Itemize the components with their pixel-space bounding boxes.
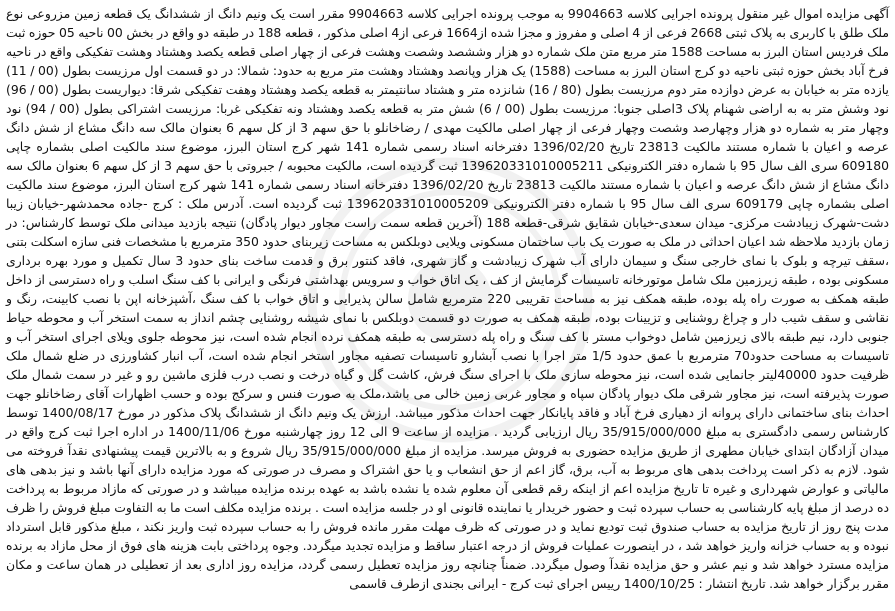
auction-notice-text: آگهی مزایده اموال غیر منقول پرونده اجرایی کلاسه 9904663 به موجب پرونده اجرایی کلاسه 9904663 مقرر است یک ونیم دانگ از ششدانگ یک قطعه زمین مزروعی نوع ملک طلق با کاربری به پلاک ثبتی 2668 فرعی از 4 اصلی و مفروز و مجزا شده از1664 فرعی از4 اصلی مذکور ، قطعه 188 در طبقه دو واقع در بخش 00 ناحیه 05 حوزه ثبت ملک فردیس استان البرز به مساحت 1588 متر مربع متن ملک شماره دو هزار وششصد وشصت وهشت فرعی از چهار اصلی قطعه یکصد وهشتاد وهشت تفکیکی واقع در ناحیه فرخ آباد بخش حوزه ثبتی ناحیه دو کرج استان البرز به مساحت (1588) یک هزار وپانصد وهشتاد وهشت متر مربع به حدود: شمالا: در دو قسمت اول مرزیست بطول (00 / 11) یازده متر به خیابان به عرض دوازده متر دوم مرزیست بطول (80 / 16) شانزده متر و هشتاد سانتیمتر به قطعه یکصد وهشتاد وهفت تفکیکی شرقا: دیواریست بطول (00 / 96) نود وشش متر به به اراضی شهنام پلاک 3اصلی جنوبا: مرزیست بطول (00 / 6) شش متر به قطعه یکصد وهشتاد ونه تفکیکی غربا: مرزیست اشتراکی بطول (00 / 94) نود وچهار متر به شماره دو هزار وچهارصد وشصت وچهار فرعی از چهار اصلی مالکیت مهدی / رضاخانلو با حق سهم 3 از کل سهم 6 بعنوان مالک سه دانگ مشاع از شش دانگ عرصه و اعیان با شماره مستند مالکیت 23813 تاریخ 1396/02/20 دفترخانه اسناد رسمی شماره 141 شهر کرج استان البرز، موضوع سند مالکیت اصلی بشماره چاپی 609180 سری الف سال 95 با شماره دفتر الکترونیکی 139620331010005211 ثبت گردیده است، مالکیت محبوبه / جبروتی با حق سهم 3 از کل سهم 6 بعنوان مالک سه دانگ مشاع از شش دانگ عرصه و اعیان با شماره مستند مالکیت 23813 تاریخ 1396/02/20 دفترخانه اسناد رسمی شماره 141 شهر کرج استان البرز، موضوع سند مالکیت اصلی بشماره چاپی 609179 سری الف سال 95 با شماره دفتر الکترونیکی 139620331010005209 ثبت گردیده است. آدرس ملک : کرج -جاده محمدشهر-خیابان زیبا دشت-شهرک زیبادشت مرکزی- میدان سعدی-خیابان شقایق شرقی-قطعه 188 (آخرین قطعه سمت راست مجاور دیوار پادگان) نتیجه بازدید میدانی ملک توسط کارشناس: در زمان بازدید ملاحظه شد اعیان احداثی در ملک به صورت یک باب ساختمان مسکونی ویلایی دوبلکس به مساحت زیربنای حدود 350 مترمربع با مشخصات فنی سازه اسکلت بتنی ،سقف تیرچه و بلوک با نمای خارجی سنگ و سیمان دارای آب شهرک زیبادشت و گاز شهری، فاقد کنتور برق و قدمت ساخت بنای حدود 3 سال تکمیل و مورد بهره برداری مسکونی بوده ، طبقه زیرزمین ملک شامل موتورخانه تاسیسات گرمایش از کف ، یک اتاق خواب و سرویس بهداشتی فرنگی و ایرانی با کف سنگ اسلب و راه دسترسی از داخل طبقه همکف به صورت راه پله بوده، طبقه همکف نیز به مساحت تقریبی 220 مترمربع شامل سالن پذیرایی و اتاق خواب با کف سنگ ،آشپزخانه اپن با نصب کابینت، رنگ و نقاشی و سقف شیب دار و چراغ روشنایی و تزیینات بوده، طبقه همکف به صورت دو قسمت دوبلکس با نمای شیشه روشنایی چشم انداز به سمت استخر آب و محوطه حیاط جنوبی دارد، نیم طبقه بالای زیرزمین شامل دوخواب مستر با کف سنگ و راه پله دسترسی به طبقه همکف نرده انجام شده است، نیز محوطه جلوی ویلای اجرای استخر آب و تاسیسات به مساحت حدود70 مترمربع با عمق حدود 1/5 متر اجرا با نصب آبشارو تاسیسات تصفیه مجاور استخر انجام شده است، آب انبار کشاورزی در ضلع شمال ملک ظرفیت حدود 40000لیتر جانمایی شده است، نیز محوطه سازی ملک با اجرای سنگ فرش، کاشت گل و گیاه درخت و نصب درب فلزی ماشین رو و غیر در سمت شمال ملک صورت پذیرفته است، نیز مجاور شرقی ملک دیوار پادگان سپاه و مجاور غربی زمین خالی می باشد،ملک به صورت فنس و سرکج بوده و حسب اظهارات آقای رضاخانلو جهت احداث بنای ساختمانی دارای پروانه از دهیاری فرخ آباد و فاقد پایانکار جهت احداث مذکور میباشد. ارزش یک ونیم دانگ از ششدانگ پلاک مذکور در مورخ 1400/08/17 توسط کارشناس رسمی دادگستری به مبلغ 35/915/000/000 ریال ارزیابی گردید . مزایده از ساعت 9 الی 12 روز چهارشنبه مورخ 1400/11/06 در اداره اجرا ثبت کرج واقع در میدان آزادگان ابتدای خیابان مطهری از طریق مزایده حضوری به فروش میرسد. مزایده از مبلغ 35/915/000/000 ریال شروع و به بالاترین قیمت پیشنهادی نقدآ فروخته می شود. لازم به ذکر است پرداخت بدهی های مربوط به آب، برق، گاز اعم از حق انشعاب و یا حق اشتراک و مصرف در صورتی که مورد مزایده دارای آنها باشد و نیز بدهی های مالیاتی و عوارض شهرداری و غیره تا تاریخ مزایده اعم از اینکه رقم قطعی آن معلوم شده یا نشده باشد به عهده برنده مزایده میباشد و در صورتی که مازاد مربوط به پرداخت ده درصد از مبلغ پایه کارشناسی به حساب سپرده ثبت و حضور خریدار یا نماینده قانونی او در جلسه مزایده است . برنده مزایده مکلف است ما به التفاوت مبلغ فروش را ظرف مدت پنج روز از تاریخ مزایده به حساب صندوق ثبت تودیع نماید و در صورتی که ظرف مهلت مقرر مانده فروش را به حساب سپرده ثبت واریز نکند ، مبلغ مذکور قابل استرداد نبوده و به حساب خزانه واریز خواهد شد ، در اینصورت عملیات فروش از درجه اعتبار ساقط و مزایده تجدید میگردد. وجوه پرداختی بابت هزینه های فوق از محل مازاد به برنده مزایده مسترد خواهد شد و نیم عشر و حق مزایده نقدآ وصول میگردد. ضمناً چنانچه روز مزایده تعطیل رسمی گردد، مزایده روز اداری بعد از تعطیلی در همان ساعت و مکان مقرر برگزار خواهد شد. تاریخ انتشار : 1400/10/25 رییس اجرای ثبت کرج - ایرانی بجندی ازطرف قاسمی [6, 6, 890, 591]
